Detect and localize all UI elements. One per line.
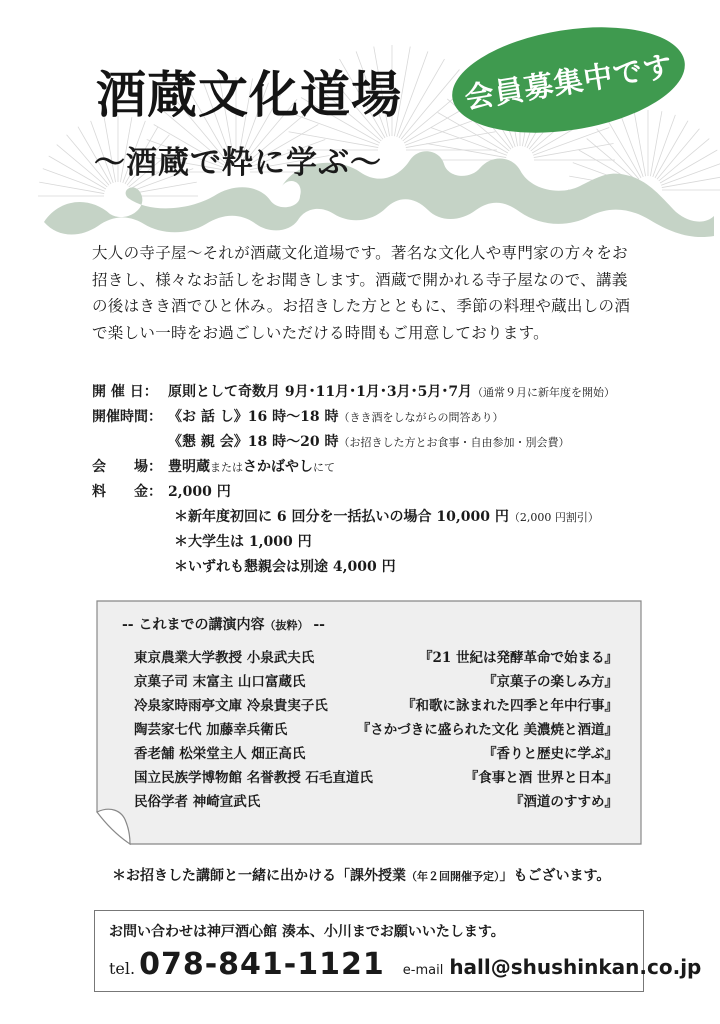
list-item [134,742,618,766]
lecture-speaker: 冷泉家時雨亭文庫 冷泉貴実子氏 [134,698,328,714]
field-trip-frequency-note: （年２回開催予定） [406,870,500,883]
lectures-heading-note: （抜粋） [264,619,309,632]
email-label: e-mail [402,963,444,978]
lecture-speaker: 京菓子司 末富主 山口富蔵氏 [134,674,306,690]
fee-discount-note: （2,000 円割引） [508,511,599,524]
sunburst-ray [659,139,710,181]
list-item [134,790,618,814]
fee-note-bulk: ＊新年度初回に 6 回分を一括払いの場合 10,000 円 [174,509,509,525]
venue-a: 豊明蔵 [168,459,210,475]
sunburst-ray [657,129,699,180]
time-label: 開催時間： [92,409,162,425]
lecture-list [134,646,618,814]
intro-line: の後はきき酒でひと休み。お招きした方とともに、季節の料理や蔵出しの酒 [92,297,631,315]
list-item [134,670,618,694]
sunburst-ray [655,121,688,178]
intro-line: 招きし、様々なお話しをお聞きします。酒蔵で開かれる寺子屋なので、講義 [92,270,628,289]
lectures-heading-text: -- これまでの講演内容 [122,617,265,633]
lecture-speaker: 民俗学者 神崎宣武氏 [134,794,261,810]
intro-paragraph [92,240,652,346]
fee-note-party: ＊いずれも懇親会は別途 4,000 円 [174,559,396,575]
time-row [92,405,672,430]
sunburst-ray [608,121,641,178]
lecture-speaker: 香老舗 松栄堂主人 畑正高氏 [134,746,306,762]
time-talk-value: 《お 話 し》16 時～18 時 [168,409,339,425]
field-trip-text-a: ＊お招きした講師と一緒に出かける「課外授業 [112,868,406,884]
lecture-topic: 『さかづきに盛られた文化 美濃焼と酒道』 [356,722,618,738]
date-value: 原則として奇数月 9月･11月･1月･3月･5月･7月 [168,384,473,400]
sunburst-ray [661,163,720,186]
time-party-note: （お招きした方とお食事・自由参加・別会費） [338,436,570,449]
list-item [134,694,618,718]
fee-note-student: ＊大学生は 1,000 円 [174,534,312,550]
intro-line: で楽しい一時をお過ごしいただける時間もご用意しております。 [92,323,549,342]
contact-line: お問い合わせは神戸酒心館 湊本、小川までお願いいたします。 [109,924,505,940]
list-item [134,766,618,790]
lecture-speaker: 東京農業大学教授 小泉武夫氏 [134,650,315,666]
date-row [92,380,672,405]
page-subtitle: ～酒蔵で粋に学ぶ～ [94,145,382,181]
date-label: 開 催 日： [92,384,158,400]
event-info [92,380,672,580]
lectures-heading-end: -- [308,617,325,633]
fee-note-row [92,505,672,530]
lectures-heading [122,614,325,634]
past-lectures-box [96,600,642,845]
fee-note-row [92,555,672,580]
lecture-speaker: 国立民族学博物館 名誉教授 石毛直道氏 [134,770,373,786]
contact-box [94,910,702,992]
badge-text: 会員募集中です [462,48,676,115]
sunburst-ray [597,129,639,180]
phone-number[interactable]: 078-841-1121 [139,947,385,982]
lecture-speaker: 陶芸家七代 加藤幸兵衛氏 [134,722,288,738]
lecture-topic: 『酒道のすすめ』 [509,794,618,810]
intro-line: 大人の寺子屋～それが酒蔵文化道場です。著名な文化人や専門家の方々をお [92,244,628,262]
venue-label: 会 場： [92,459,162,475]
contact-details [109,947,701,982]
page-title: 酒蔵文化道場 [96,65,402,124]
field-trip-note [112,865,610,885]
fee-label: 料 金： [92,484,162,500]
fee-note-row [92,530,672,555]
lecture-topic: 『和歌に詠まれた四季と年中行事』 [402,698,618,714]
email-address[interactable]: hall@shushinkan.co.jp [449,955,702,979]
fee-row [92,480,672,505]
lecture-topic: 『食事と酒 世界と日本』 [464,770,618,786]
lecture-topic: 『京菓子の楽しみ方』 [483,674,618,690]
list-item [134,718,618,742]
venue-row [92,455,672,480]
list-item [134,646,618,670]
field-trip-text-b: 」もございます。 [499,868,611,884]
time-talk-note: （きき酒をしながらの問答あり） [338,411,504,424]
fee-value: 2,000 円 [168,484,231,500]
venue-or: または [210,461,243,474]
lecture-topic: 『21 世紀は発酵革命で始まる』 [419,650,618,666]
tel-label: tel. [109,959,136,978]
venue-b: さかばやし [243,459,313,475]
time-party-row [92,430,672,455]
date-note: （通常９月に新年度を開始） [472,386,616,399]
lecture-topic: 『香りと歴史に学ぶ』 [483,746,618,762]
time-party-value: 《懇 親 会》18 時～20 時 [168,434,339,450]
venue-at: にて [313,461,335,474]
